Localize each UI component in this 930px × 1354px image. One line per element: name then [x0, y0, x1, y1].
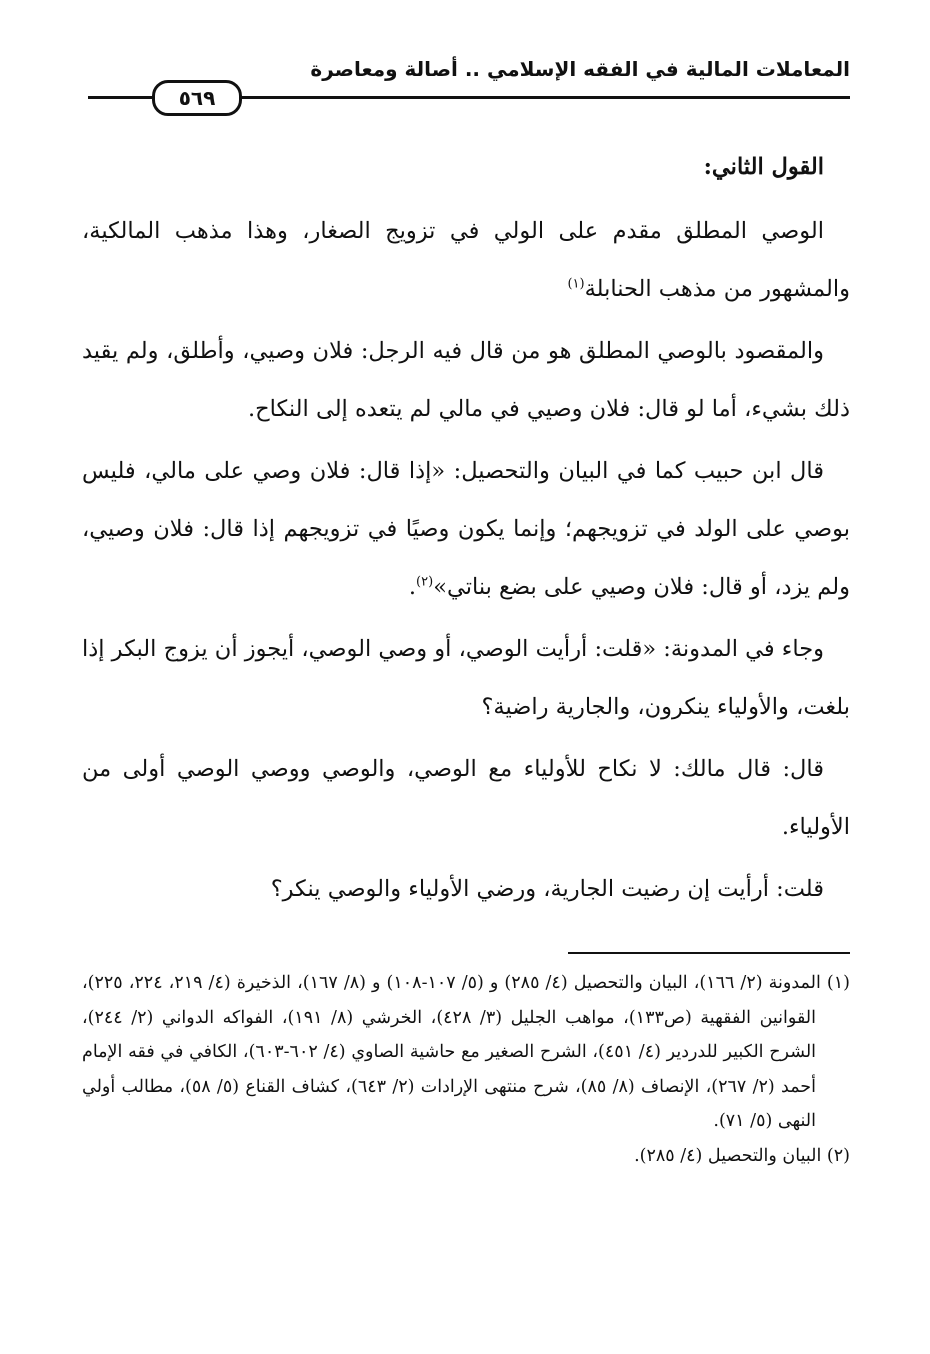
running-title: المعاملات المالية في الفقه الإسلامي .. أصالة ومعاصرة	[310, 57, 850, 81]
paragraph-6: قلت: أرأيت إن رضيت الجارية، ورضي الأولياء والوصي ينكر؟	[270, 876, 824, 902]
footnotes	[82, 966, 850, 1173]
section-heading: القول الثاني:	[703, 154, 824, 180]
page-number: ٥٦٩	[152, 80, 242, 116]
paragraph-4: وجاء في المدونة: «قلت: أرأيت الوصي، أو وصي الوصي، أيجوز أن يزوج البكر إذا بلغت، والأولياء ينكرون، والجارية راضية؟	[82, 636, 850, 720]
paragraph-1-text: الوصي المطلق مقدم على الولي في تزويج الصغار، وهذا مذهب المالكية، والمشهور من مذهب الحنابلة	[82, 218, 850, 302]
footnote-ref-2: (٢)	[416, 574, 434, 590]
footnote-2: (٢) البيان والتحصيل (٤/ ٢٨٥).	[634, 1145, 850, 1166]
footnote-separator	[568, 952, 850, 954]
paragraph-3-text: قال ابن حبيب كما في البيان والتحصيل: «إذا قال: فلان وصي على مالي، فليس بوصي على الولد في تزويجهم؛ وإنما يكون وصيًا في تزويجهم إذا قال: فلان وصيي، ولم يزد، أو قال: فلان وصيي على بضع بناتي»	[82, 458, 850, 600]
paragraph-5: قال: قال مالك: لا نكاح للأولياء مع الوصي، والوصي ووصي الوصي أولى من الأولياء.	[82, 756, 850, 840]
paragraph-3-end: .	[408, 574, 417, 600]
paragraph-2: والمقصود بالوصي المطلق هو من قال فيه الرجل: فلان وصيي، وأطلق، ولم يقيد ذلك بشيء، أما لو قال: فلان وصيي في مالي لم يتعده إلى النكاح.	[82, 338, 850, 422]
paragraph-1	[82, 202, 850, 318]
footnote-ref-1: (١)	[567, 276, 585, 292]
footnote-1: (١) المدونة (٢/ ١٦٦)، البيان والتحصيل (٤/ ٢٨٥) و (٥/ ١٠٧-١٠٨) و (٨/ ١٦٧)، الذخيرة (٤/ ٢١٩، ٢٢٤، ٢٢٥)، القوانين الفقهية (ص١٣٣)، مواهب الجليل (٣/ ٤٢٨)، الخرشي (٨/ ١٩١)، الفواكه الدواني (٢/ ٢٤٤)، الشرح الكبير للدردير (٤/ ٤٥١)، الشرح الصغير مع حاشية الصاوي (٤/ ٦٠٢-٦٠٣)، الكافي في فقه الإمام أحمد (٢/ ٢٦٧)، الإنصاف (٨/ ٨٥)، شرح منتهى الإرادات (٢/ ٦٤٣)، كشاف القناع (٥/ ٥٨)، مطالب أولي النهى (٥/ ٧١).	[82, 973, 850, 1131]
paragraph-3	[82, 442, 850, 616]
main-text	[82, 138, 850, 922]
